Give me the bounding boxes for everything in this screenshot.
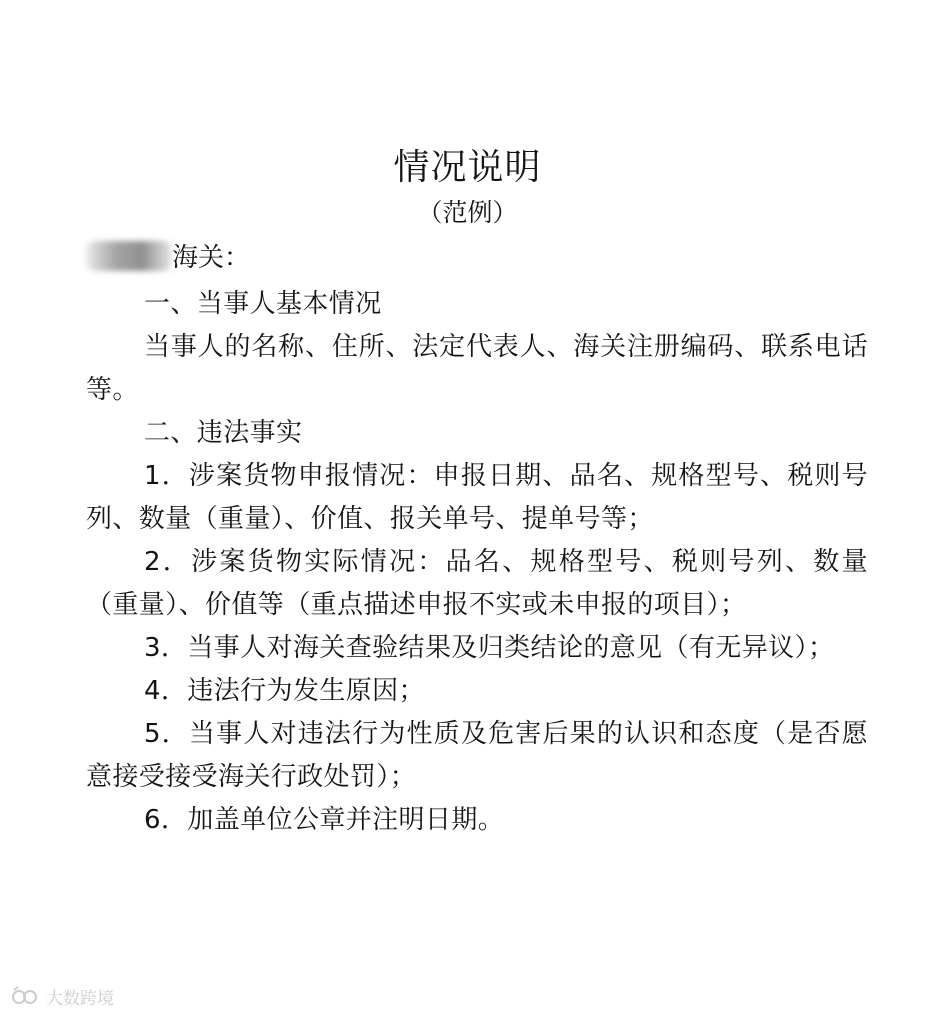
list-item: 3．当事人对海关查验结果及归类结论的意见（有无异议）； <box>144 633 835 663</box>
list-item: 5．当事人对违法行为性质及危害后果的认识和态度（是否愿意接受接受海关行政处罚）； <box>86 719 868 792</box>
addressee-text: 海关： <box>172 243 251 273</box>
list-item: 2．涉案货物实际情况：品名、规格型号、税则号列、数量（重量）、价值等（重点描述申报不实或未申报的项目）； <box>86 547 868 620</box>
document-subtitle: （范例） <box>417 198 518 227</box>
list-item: 4．违法行为发生原因； <box>144 676 425 706</box>
document-title: 情况说明 <box>393 147 542 188</box>
section-heading: 二、违法事实 <box>144 418 303 448</box>
watermark <box>10 984 114 1009</box>
list-item: 1．涉案货物申报情况：申报日期、品名、规格型号、税则号列、数量（重量）、价值、报关单号、提单号等； <box>86 461 868 534</box>
watermark-text: 大数跨境 <box>46 989 114 1009</box>
watermark-logo-icon <box>10 986 42 1008</box>
list-item: 6．加盖单位公章并注明日期。 <box>144 805 505 835</box>
section-heading: 一、当事人基本情况 <box>144 289 382 319</box>
redacted-text <box>86 241 172 271</box>
addressee-line <box>86 240 250 276</box>
paragraph: 当事人的名称、住所、法定代表人、海关注册编码、联系电话等。 <box>86 332 868 405</box>
